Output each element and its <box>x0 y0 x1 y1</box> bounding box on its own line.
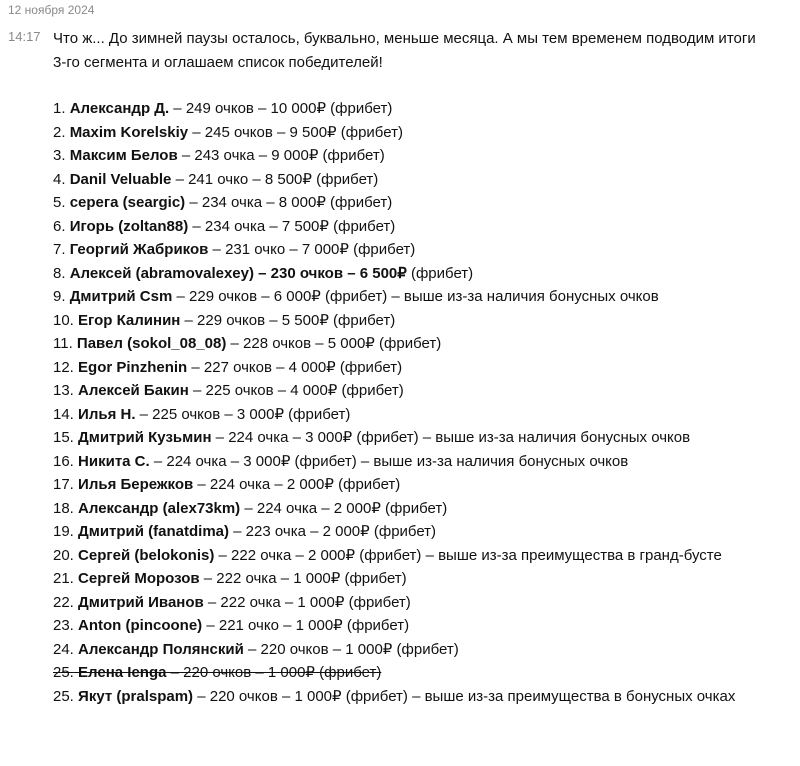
list-item: 25. Якут (pralspam) – 220 очков – 1 000₽ (фрибет) – выше из-за преимущества в бонусных очках <box>53 687 736 705</box>
list-item: 11. Павел (sokol_08_08) – 228 очков – 5 000₽ (фрибет) <box>53 335 442 352</box>
list-item: 23. Anton (pincoone) – 221 очко – 1 000₽ (фрибет) <box>53 617 410 634</box>
list-item: 22. Дмитрий Иванов – 222 очка – 1 000₽ (фрибет) <box>53 593 411 611</box>
list-item: 10. Егор Калинин – 229 очков – 5 500₽ (фрибет) <box>53 311 396 329</box>
date-separator: 12 ноября 2024 <box>8 3 95 17</box>
message-timestamp: 14:17 <box>8 29 41 44</box>
list-item: 12. Egor Pinzhenin – 227 очков – 4 000₽ (фрибет) <box>53 358 403 376</box>
list-item: 1. Александр Д. – 249 очков – 10 000₽ (фрибет) <box>53 100 393 117</box>
message-intro: Что ж... До зимней паузы осталось, буквально, меньше месяца. А мы тем временем подводим итоги 3-го сегмента и оглашаем список победителей! <box>53 30 756 71</box>
list-item: 4. Danil Veluable – 241 очко – 8 500₽ (фрибет) <box>53 170 379 188</box>
list-item: 16. Никита С. – 224 очка – 3 000₽ (фрибет) – выше из-за наличия бонусных очков <box>53 452 629 470</box>
list-item: 15. Дмитрий Кузьмин – 224 очка – 3 000₽ (фрибет) – выше из-за наличия бонусных очков <box>53 429 691 446</box>
list-item: 24. Александр Полянский – 220 очков – 1 000₽ (фрибет) <box>53 640 459 658</box>
list-item: 6. Игорь (zoltan88) – 234 очка – 7 500₽ (фрибет) <box>53 217 396 235</box>
list-item-struck: 25. Елена Ienga – 220 очков – 1 000₽ (фрибет) <box>53 664 382 681</box>
list-item: 3. Максим Белов – 243 очка – 9 000₽ (фрибет) <box>53 147 385 164</box>
message-body <box>53 27 793 708</box>
list-item: 18. Александр (alex73km) – 224 очка – 2 000₽ (фрибет) <box>53 499 448 517</box>
list-item: 8. Алексей (abramovalexey) – 230 очков – 6 500₽ (фрибет) <box>53 264 474 282</box>
list-item: 21. Сергей Морозов – 222 очка – 1 000₽ (фрибет) <box>53 570 407 587</box>
winners-list <box>53 97 793 708</box>
list-item: 2. Maxim Korelskiy – 245 очков – 9 500₽ (фрибет) <box>53 123 403 141</box>
list-item: 9. Дмитрий Csm – 229 очков – 6 000₽ (фрибет) – выше из-за наличия бонусных очков <box>53 288 659 305</box>
list-item: 14. Илья Н. – 225 очков – 3 000₽ (фрибет) <box>53 405 351 423</box>
list-item: 17. Илья Бережков – 224 очка – 2 000₽ (фрибет) <box>53 476 401 493</box>
list-item: 19. Дмитрий (fanatdima) – 223 очка – 2 000₽ (фрибет) <box>53 523 437 540</box>
list-item: 5. серега (seargic) – 234 очка – 8 000₽ (фрибет) <box>53 194 393 211</box>
list-item: 7. Георгий Жабриков – 231 очко – 7 000₽ (фрибет) <box>53 241 416 258</box>
list-item: 13. Алексей Бакин – 225 очков – 4 000₽ (фрибет) <box>53 382 404 399</box>
list-item: 20. Сергей (belokonis) – 222 очка – 2 000₽ (фрибет) – выше из-за преимущества в гранд-бусте <box>53 546 722 564</box>
